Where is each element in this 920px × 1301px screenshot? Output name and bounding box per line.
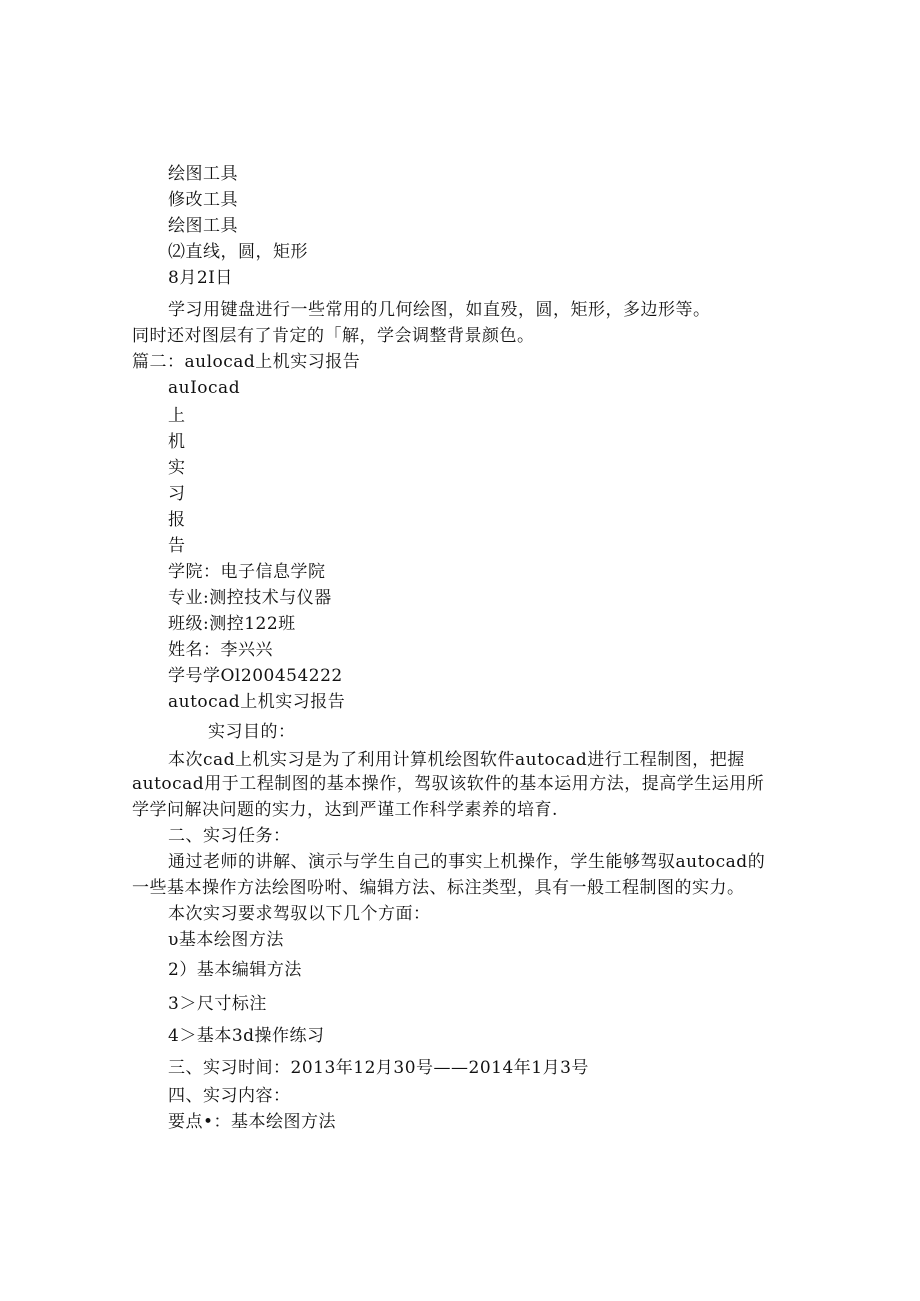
text-line: 本次cad上机实习是为了利用计算机绘图软件autocad进行工程制图，把握 bbox=[168, 750, 745, 770]
text-line: 本次实习要求驾驭以下几个方面： bbox=[168, 904, 431, 924]
text-line: autocad上机实习报告 bbox=[168, 692, 346, 712]
text-line: 通过老师的讲解、演示与学生自己的事实上机操作，学生能够驾驭autocad的 bbox=[168, 852, 766, 872]
text-line: 绘图工具 bbox=[168, 216, 238, 236]
text-line: ⑵直线，圆，矩形 bbox=[168, 242, 308, 262]
text-line: 实习目的： bbox=[208, 722, 296, 742]
text-line: 告 bbox=[168, 536, 186, 556]
text-line: 学号学Ol200454222 bbox=[168, 666, 343, 686]
text-line: autocad用于工程制图的基本操作，驾驭该软件的基本运用方法，提高学生运用所 bbox=[132, 774, 765, 794]
list-item: 2）基本编辑方法 bbox=[168, 960, 302, 980]
text-line: 三、实习时间：2013年12月30号——2014年1月3号 bbox=[168, 1058, 589, 1078]
text-line: 专业:测控技术与仪器 bbox=[168, 588, 332, 608]
list-item: υ基本绘图方法 bbox=[168, 930, 284, 950]
text-line: 绘图工具 bbox=[168, 164, 238, 184]
text-line: 姓名：李兴兴 bbox=[168, 640, 273, 660]
text-line: 实 bbox=[168, 458, 186, 478]
text-line: 班级:测控122班 bbox=[168, 614, 296, 634]
text-line: auIocad bbox=[168, 378, 241, 398]
section-heading: 篇二：aulocad上机实习报告 bbox=[132, 352, 361, 372]
text-line: 二、实习任务： bbox=[168, 826, 291, 846]
text-line: 学院：电子信息学院 bbox=[168, 562, 326, 582]
text-line: 一些基本操作方法绘图吩咐、编辑方法、标注类型，具有一般工程制图的实力。 bbox=[132, 878, 745, 898]
text-line: 学习用键盘进行一些常用的几何绘图，如直殁，圆，矩形，多边形等。 bbox=[168, 300, 711, 320]
text-line: 机 bbox=[168, 432, 186, 452]
text-line: 8月2I日 bbox=[168, 268, 233, 288]
text-line: 上 bbox=[168, 406, 186, 426]
text-line: 修改工具 bbox=[168, 190, 238, 210]
text-line: 四、实习内容： bbox=[168, 1086, 291, 1106]
text-line: 要点•：基本绘图方法 bbox=[168, 1112, 337, 1132]
list-item: 3＞尺寸标注 bbox=[168, 994, 267, 1014]
text-line: 学学问解决问题的实力，达到严谨工作科学素养的培育. bbox=[132, 800, 558, 820]
list-item: 4＞基本3d操作练习 bbox=[168, 1026, 325, 1046]
text-line: 同时还对图层有了肯定的「解，学会调整背景颜色。 bbox=[132, 326, 535, 346]
text-line: 报 bbox=[168, 510, 186, 530]
text-line: 习 bbox=[168, 484, 186, 504]
